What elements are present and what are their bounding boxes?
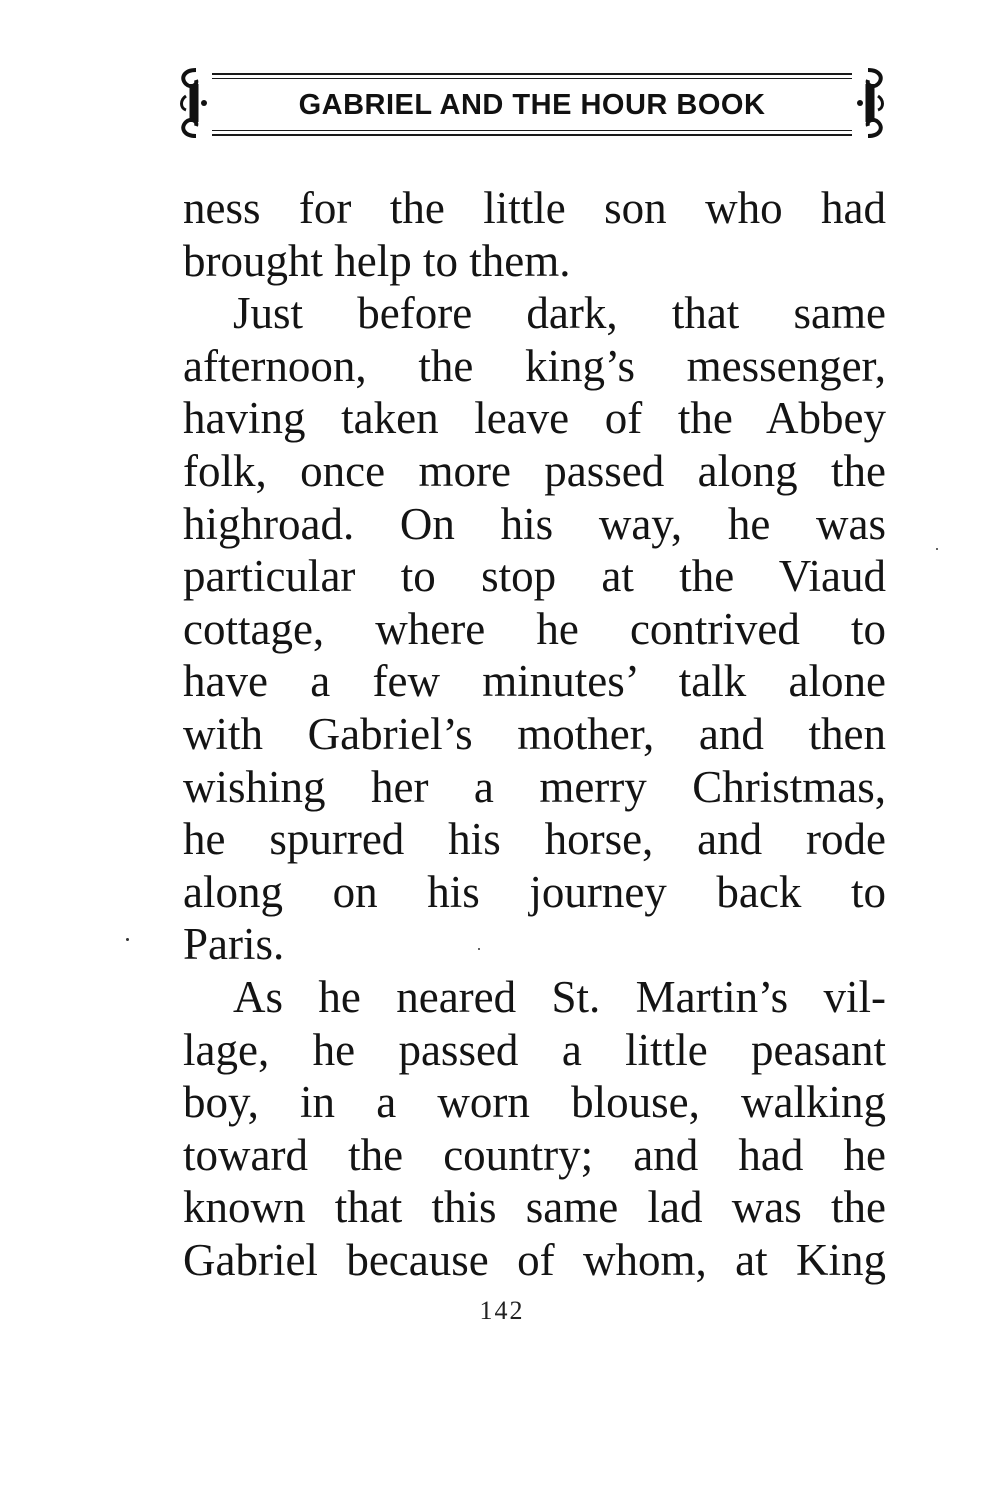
- text-line: As he neared St. Martin’s vil-: [233, 971, 886, 1022]
- header-top-rule: [212, 73, 852, 75]
- text-line: afternoon, the king’s messenger,: [183, 340, 886, 391]
- text-line: cottage, where he contrived to: [183, 603, 886, 654]
- scroll-ornament-left-icon: [174, 66, 212, 140]
- text-line: with Gabriel’s mother, and then: [183, 708, 886, 759]
- header-top-rule-thin: [212, 78, 852, 79]
- paper-speck: [478, 948, 480, 950]
- text-line: lage, he passed a little peasant: [183, 1024, 886, 1075]
- text-line: he spurred his horse, and rode: [183, 814, 886, 865]
- text-line: folk, once more passed along the: [183, 445, 886, 496]
- header-bottom-rule: [212, 134, 852, 136]
- text-line: Gabriel because of whom, at King: [183, 1234, 886, 1285]
- paper-speck: [936, 548, 938, 550]
- text-line: Just before dark, that same: [233, 288, 886, 339]
- page-number: 142: [479, 1296, 525, 1325]
- text-line: ness for the little son who had: [183, 183, 886, 233]
- text-line: highroad. On his way, he was: [183, 498, 886, 549]
- running-header: [174, 64, 890, 142]
- text-line: particular to stop at the Viaud: [183, 551, 886, 602]
- paper-speck: [126, 938, 129, 941]
- text-line: brought help to them.: [183, 235, 571, 286]
- header-bottom-rule-thin: [212, 130, 852, 131]
- body-text: [183, 182, 886, 1286]
- scroll-ornament-right-icon: [852, 66, 890, 140]
- text-line: boy, in a worn blouse, walking: [183, 1077, 886, 1128]
- text-line: wishing her a merry Christmas,: [183, 761, 886, 812]
- text-line: having taken leave of the Abbey: [183, 393, 886, 444]
- text-line: known that this same lad was the: [183, 1182, 886, 1233]
- text-line: toward the country; and had he: [183, 1129, 886, 1180]
- text-line: Paris.: [183, 919, 285, 970]
- running-header-title: GABRIEL AND THE HOUR BOOK: [298, 89, 766, 121]
- text-line: along on his journey back to: [183, 866, 886, 917]
- text-line: have a few minutes’ talk alone: [183, 656, 886, 707]
